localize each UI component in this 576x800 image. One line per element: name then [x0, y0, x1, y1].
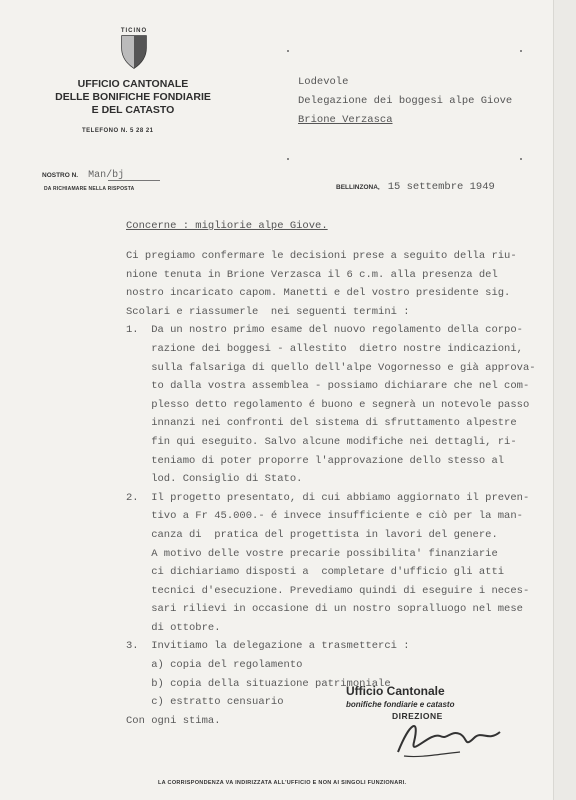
body-line: innanzi nei confronti del sistema di sfruttamento alpestre [126, 417, 517, 430]
body-line: teniamo di poter proporre l'approvazione dello stesso al [126, 454, 505, 467]
office-line: DELLE BONIFICHE FONDIARIE [55, 91, 211, 103]
telephone: TELEFONO N. 5 28 21 [82, 128, 154, 134]
subject-line: Concerne : migliorie alpe Giove. [126, 220, 328, 232]
punch-mark [520, 50, 522, 52]
date: 15 settembre 1949 [387, 181, 495, 193]
signature-office: Ufficio Cantonale [346, 684, 445, 698]
reference-sublabel: DA RICHIAMARE NELLA RISPOSTA [44, 186, 135, 192]
body-line: sari rilievi in occasione di un nostro sopralluogo nel mese [126, 603, 523, 616]
paper-edge [553, 0, 576, 800]
body-line: c) estratto censuario [126, 696, 284, 709]
body-line: nione tenuta in Brione Verzasca il 6 c.m. alla presenza del [126, 268, 498, 281]
body-line: ci dichiariamo disposti a completare d'ufficio gli atti [126, 566, 505, 579]
body-line: tecnici d'esecuzione. Prevediamo quindi di eseguire i neces- [126, 584, 530, 597]
punch-mark [287, 50, 289, 52]
reference-label: NOSTRO N. [42, 172, 79, 179]
body-line: 1. Da un nostro primo esame del nuovo regolamento della corpo- [126, 324, 523, 337]
recipient-line: Delegazione dei boggesi alpe Giove [298, 95, 513, 107]
body-line: lod. Consiglio di Stato. [126, 473, 303, 486]
shield-icon [114, 34, 154, 70]
letter-body [126, 247, 556, 730]
dateline [336, 181, 495, 193]
body-line: a) copia del regolamento [126, 659, 303, 672]
body-line: Con ogni stima. [126, 714, 221, 727]
handwritten-signature [390, 712, 510, 762]
body-line: di ottobre. [126, 621, 221, 634]
body-line: A motivo delle vostre precarie possibilita' finanziarie [126, 547, 498, 560]
reference-value: Man/bj [88, 170, 125, 181]
signature-department: bonifiche fondiarie e catasto [346, 700, 455, 709]
body-line: 3. Invitiamo la delegazione a trasmetterci : [126, 640, 410, 653]
body-line: razione dei boggesi - allestito dietro nostre indicazioni, [126, 342, 523, 355]
office-header [38, 78, 228, 117]
body-line: nostro incaricato capom. Manetti e del vostro presidente sig. [126, 287, 511, 300]
punch-mark [520, 158, 522, 160]
footer-note: LA CORRISPONDENZA VA INDIRIZZATA ALL'UFFICIO E NON AI SINGOLI FUNZIONARI. [158, 780, 407, 786]
recipient-address [298, 73, 512, 130]
reference-rule [108, 180, 160, 181]
body-line: Scolari e riassumerle nei seguenti termini : [126, 305, 410, 318]
signature-direction: DIREZIONE [392, 711, 443, 721]
recipient-line: Lodevole [298, 76, 349, 88]
body-line: plesso detto regolamento é buono e segnerà un notevole passo [126, 398, 530, 411]
body-line: sulla falsariga di quello dell'alpe Vogornesso e già approva- [126, 361, 536, 374]
office-line: UFFICIO CANTONALE [77, 78, 189, 90]
recipient-line: Brione Verzasca [298, 114, 393, 126]
office-line: E DEL CATASTO [91, 104, 175, 116]
body-line: Ci pregiamo confermare le decisioni prese a seguito della riu- [126, 250, 517, 262]
body-line: to dalla vostra assemblea - possiamo dichiarare che nel com- [126, 380, 530, 393]
canton-label: TICINO [120, 28, 148, 34]
body-line: canza di pratica del progettista in lavori del genere. [126, 528, 498, 541]
place: BELLINZONA, [336, 184, 380, 191]
body-line: fin qui eseguito. Salvo alcune modifiche nei dettagli, ri- [126, 435, 517, 448]
body-line: tivo a Fr 45.000.- é invece insufficiente e ciò per la man- [126, 510, 523, 523]
punch-mark [287, 158, 289, 160]
body-line: b) copia della situazione patrimoniale [126, 677, 391, 690]
body-line: 2. Il progetto presentato, di cui abbiamo aggiornato il preven- [126, 491, 530, 504]
canton-crest [114, 28, 154, 75]
